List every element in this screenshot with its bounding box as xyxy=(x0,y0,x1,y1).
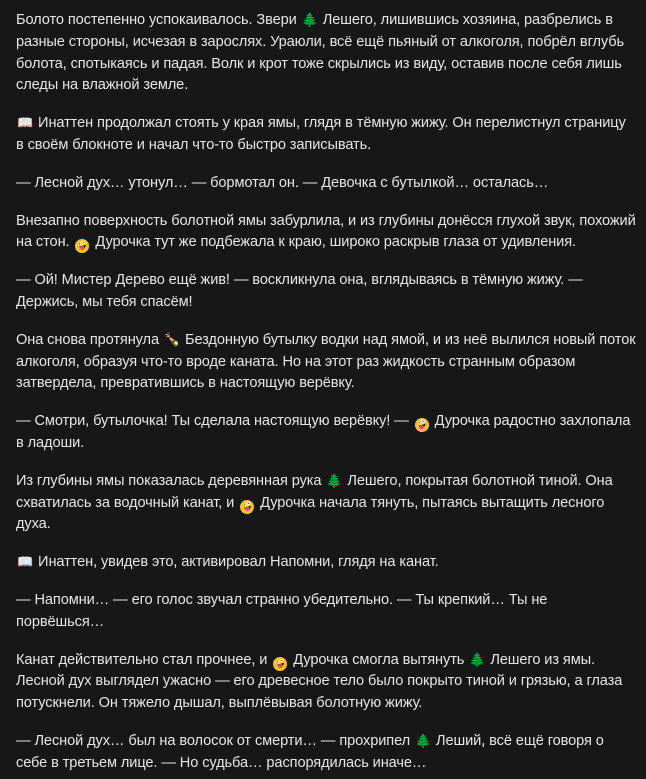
paragraph-text: — Лесной дух… утонул… — бормотал он. — Девочка с бутылкой… осталась… xyxy=(16,174,549,191)
paragraph-text: — Смотри, бутылочка! Ты сделала настоящую верёвку! — xyxy=(16,413,413,430)
story-paragraph xyxy=(16,211,636,255)
paragraph-text: Дурочка радостно захлопала в ладоши. xyxy=(16,413,631,451)
story-paragraph xyxy=(16,270,636,314)
face-icon: 🤪 xyxy=(415,419,428,431)
story-paragraph xyxy=(16,330,636,395)
story-paragraph xyxy=(16,590,636,634)
paragraph-text: Канат действительно стал прочнее, и xyxy=(16,651,272,668)
paragraph-text: — Ой! Мистер Дерево ещё жив! — воскликнула она, вглядываясь в тёмную жижу. — Держись, мы тебя спасём! xyxy=(16,272,583,310)
book-icon: 📖 xyxy=(17,555,34,571)
paragraph-text: Она снова протянула xyxy=(16,331,163,348)
paragraph-text: Болото постепенно успокаивалось. Звери xyxy=(16,12,301,28)
tree-icon: 🌲 xyxy=(469,652,486,668)
tree-icon: 🌲 xyxy=(301,13,318,28)
book-icon: 📖 xyxy=(17,116,34,132)
paragraph-text: Из глубины ямы показалась деревянная рука xyxy=(16,472,326,489)
story-paragraph xyxy=(16,173,636,195)
paragraph-text: — Напомни… — его голос звучал странно убедительно. — Ты крепкий… Ты не порвёшься… xyxy=(16,591,548,630)
face-icon: 🤪 xyxy=(76,240,89,252)
story-paragraph xyxy=(16,10,636,97)
paragraph-text: Лешего, покрытая болотной тиной. Она схватилась за водочный канат, и xyxy=(16,472,613,511)
tree-icon: 🌲 xyxy=(414,733,432,749)
paragraph-text: Инаттен продолжал стоять у края ямы, глядя в тёмную жижу. Он перелистнул страницу в своём блокноте и начал что-то быстро записывать. xyxy=(16,115,626,153)
story-paragraph xyxy=(16,650,636,715)
paragraph-text: Лешего, лишившись хозяина, разбрелись в разные стороны, исчезая в зарослях. Ураюли, всё ещё пьяный от алкоголя, побрёл вглубь болота, спотыкаясь и падая. Волк и крот тоже скрылись из виду, оставив после себя лишь следы на влажной земле. xyxy=(16,12,625,94)
face-icon: 🤪 xyxy=(274,657,287,669)
bottle-icon: 🍾 xyxy=(163,332,181,348)
paragraph-text: Дурочка начала тянуть, пытаясь вытащить лесного духа. xyxy=(16,494,605,533)
paragraph-text: Бездонную бутылку водки над ямой, и из неё вылился новый поток алкоголя, образуя что-то вроде каната. Но на этот раз жидкость странным образом затвердела, превратившись в настоящую верёвку. xyxy=(16,331,636,392)
tree-icon: 🌲 xyxy=(326,473,343,489)
story-paragraph xyxy=(16,113,636,157)
paragraph-text: Инаттен, увидев это, активировал Напомни, глядя на канат. xyxy=(34,554,439,571)
paragraph-text: — Лесной дух… был на волосок от смерти… — прохрипел xyxy=(16,732,414,749)
face-icon: 🤪 xyxy=(241,500,254,512)
story-paragraph xyxy=(16,731,636,775)
paragraph-text: Лешего из ямы. Лесной дух выглядел ужасно — его древесное тело было покрыто тиной и грязью, а глаза потускнели. Он тяжело дышал, выплёвывая болотную жижу. xyxy=(16,651,623,712)
story-paragraph xyxy=(16,471,636,536)
paragraph-text: Дурочка тут же подбежала к краю, широко раскрыв глаза от удивления. xyxy=(91,234,576,251)
paragraph-text: Внезапно поверхность болотной ямы забурлила, и из глубины донёсся глухой звук, похожий на стон. xyxy=(16,212,636,251)
paragraph-text: Дурочка смогла вытянуть xyxy=(289,651,469,668)
story-paragraph xyxy=(16,552,636,574)
story-paragraph xyxy=(16,411,636,455)
paragraph-text: Леший, всё ещё говоря о себе в третьем лице. — Но судьба… распорядилась иначе… xyxy=(16,732,604,771)
